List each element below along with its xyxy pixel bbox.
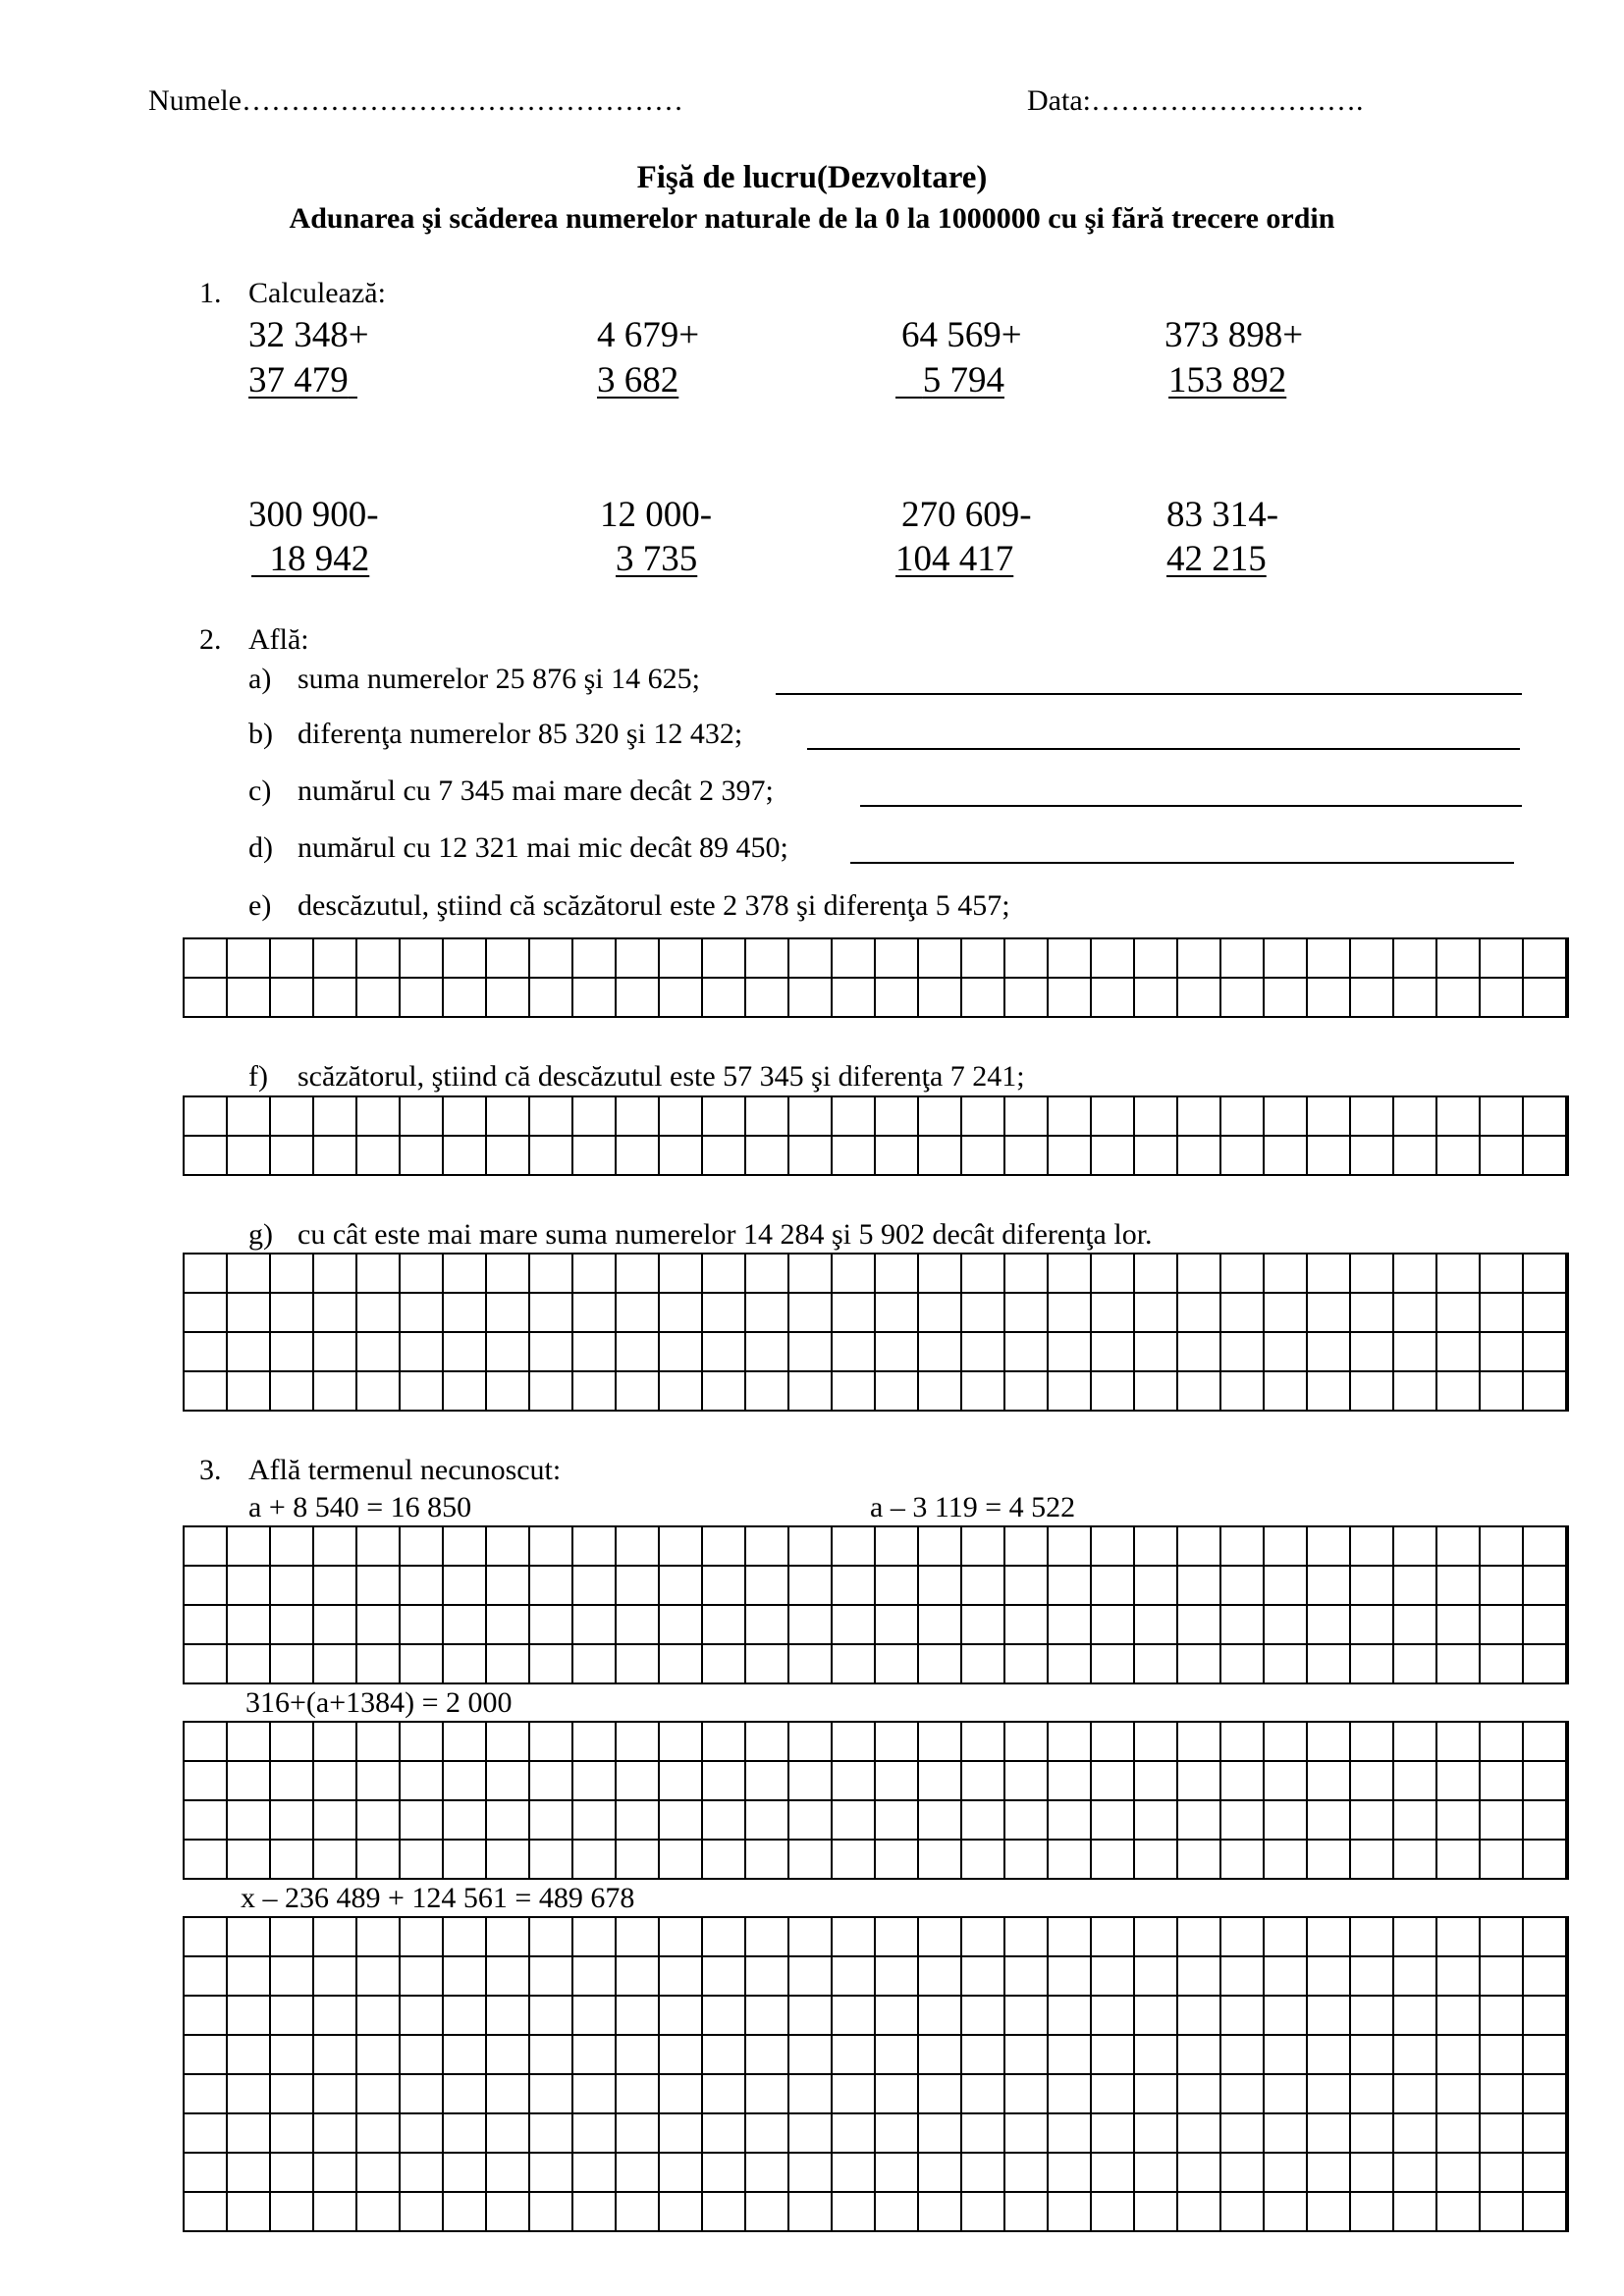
name-field-label: Numele……………………………………… (148, 84, 683, 117)
subtraction-top: 12 000- (600, 495, 713, 535)
ex1-number: 1. (199, 277, 222, 309)
equation: a – 3 119 = 4 522 (870, 1491, 1076, 1523)
subtraction-top: 83 314- (1166, 495, 1279, 535)
ex3-instruction: Află termenul necunoscut: (248, 1454, 562, 1486)
subtraction-bottom: 3 735 (616, 539, 698, 579)
addition-top: 4 679+ (597, 315, 700, 355)
ex2-item-text: diferenţa numerelor 85 320 şi 12 432; (298, 718, 743, 750)
date-field-label: Data:………………………. (1027, 84, 1364, 117)
ex2-item-text: scăzătorul, ştiind că descăzutul este 57 345 şi diferenţa 7 241; (298, 1060, 1025, 1093)
ex2-item-text: numărul cu 7 345 mai mare decât 2 397; (298, 774, 774, 807)
addition-bottom: 5 794 (922, 360, 1004, 400)
answer-grid[interactable] (183, 937, 1569, 1018)
ex2-item-text: cu cât este mai mare suma numerelor 14 284 şi 5 902 decât diferenţa lor. (298, 1218, 1153, 1251)
answer-line[interactable] (850, 862, 1514, 864)
subtraction-bottom: 104 417 (895, 539, 1014, 579)
answer-line[interactable] (807, 748, 1520, 750)
addition-bottom: 37 479 (248, 360, 349, 400)
subtraction-top: 270 609- (901, 495, 1032, 535)
ex2-number: 2. (199, 623, 222, 656)
subtraction-top: 300 900- (248, 495, 379, 535)
answer-grid[interactable] (183, 1916, 1569, 2232)
answer-grid[interactable] (183, 1721, 1569, 1880)
ex2-item-letter: e) (248, 889, 272, 922)
addition-bottom: 153 892 (1168, 360, 1287, 400)
ex1-instruction: Calculează: (248, 277, 386, 309)
ex2-item-letter: f) (248, 1060, 268, 1093)
answer-line[interactable] (776, 693, 1522, 695)
answer-grid[interactable] (183, 1095, 1569, 1176)
answer-grid[interactable] (183, 1525, 1569, 1684)
ex3-number: 3. (199, 1454, 222, 1486)
answer-grid[interactable] (183, 1253, 1569, 1412)
ex2-item-letter: a) (248, 663, 272, 695)
addition-top: 32 348+ (248, 315, 369, 355)
addition-top: 373 898+ (1164, 315, 1304, 355)
ex2-item-letter: d) (248, 831, 273, 864)
ex2-item-text: descăzutul, ştiind că scăzătorul este 2 378 şi diferenţa 5 457; (298, 889, 1010, 922)
addition-bottom: 3 682 (597, 360, 679, 400)
subtraction-bottom: 42 215 (1166, 539, 1267, 579)
subtraction-bottom: 18 942 (269, 539, 370, 579)
ex2-item-text: numărul cu 12 321 mai mic decât 89 450; (298, 831, 788, 864)
equation: x – 236 489 + 124 561 = 489 678 (241, 1882, 635, 1914)
ex2-item-text: suma numerelor 25 876 şi 14 625; (298, 663, 700, 695)
ex2-item-letter: c) (248, 774, 272, 807)
page-subtitle: Adunarea şi scăderea numerelor naturale de la 0 la 1000000 cu şi fără trecere ordin (289, 202, 1335, 235)
ex2-instruction: Află: (248, 623, 309, 656)
ex2-item-letter: b) (248, 718, 273, 750)
equation: a + 8 540 = 16 850 (248, 1491, 472, 1523)
ex2-item-letter: g) (248, 1218, 273, 1251)
addition-top: 64 569+ (901, 315, 1022, 355)
equation: 316+(a+1384) = 2 000 (245, 1686, 513, 1719)
page-title: Fişă de lucru(Dezvoltare) (636, 160, 988, 195)
answer-line[interactable] (860, 805, 1522, 807)
